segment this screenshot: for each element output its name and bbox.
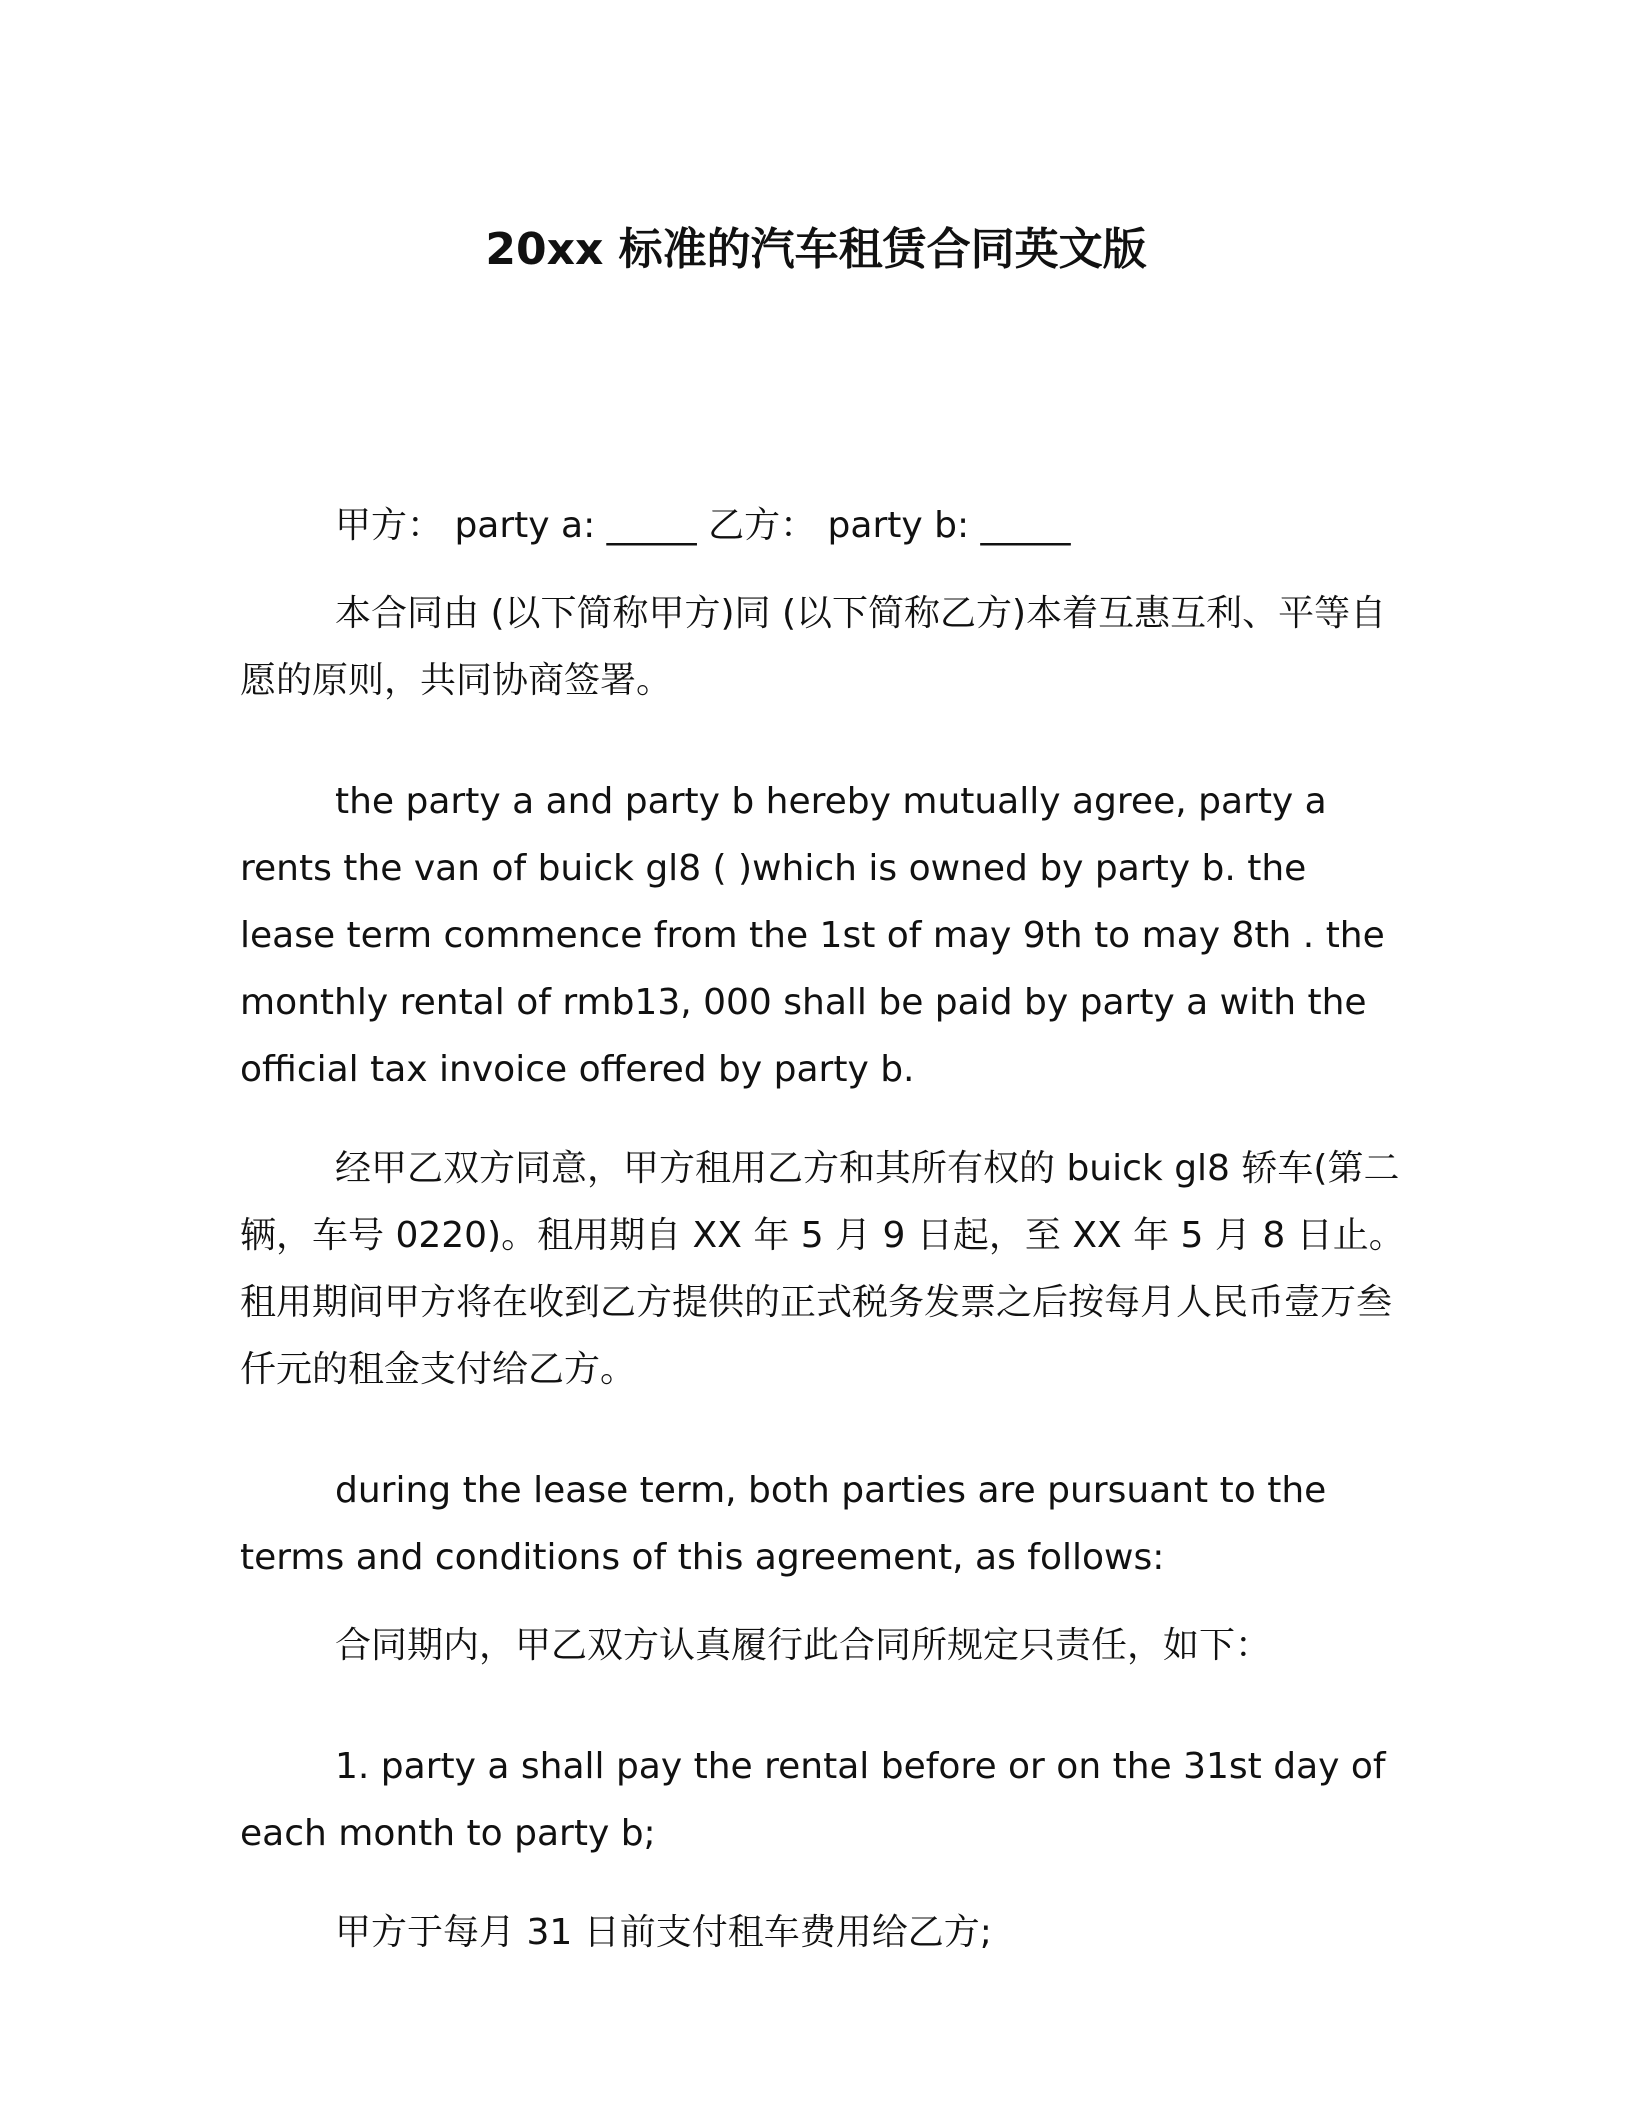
lease-terms-english: the party a and party b hereby mutually agree, party a rents the van of buick gl8 ( )which is owned by party b. the lease term commence from the 1st of may 9th to may 8th . the monthly rental of rmb13, 000 shall be paid by party a with the official tax invoice offered by party b. — [240, 781, 1385, 1090]
obligations-intro-chinese: 合同期内，甲乙双方认真履行此合同所规定只责任，如下： — [335, 1625, 1272, 1666]
document-title: 20xx 标准的汽车租赁合同英文版 — [485, 224, 1147, 275]
clause-1-chinese: 甲方于每月 31 日前支付租车费用给乙方; — [335, 1912, 992, 1953]
lease-terms-chinese: 经甲乙双方同意，甲方租用乙方和其所有权的 buick gl8 轿车(第二辆，车号 0220)。租用期自 XX 年 5 月 9 日起，至 XX 年 5 月 8 日止。租用期间甲方将在收到乙方提供的正式税务发票之后按每月人民币壹万叁仟元的租金支付给乙方。 — [240, 1148, 1405, 1390]
preamble-chinese: 本合同由 (以下简称甲方)同 (以下简称乙方)本着互惠互利、平等自愿的原则，共同协商签署。 — [240, 593, 1387, 701]
clause-1-english: 1. party a shall pay the rental before or on the 31st day of each month to party b; — [240, 1746, 1386, 1854]
parties-line: 甲方： party a: _____ 乙方： party b: _____ — [335, 505, 1071, 546]
document-body — [240, 492, 1410, 1966]
obligations-intro-english: during the lease term, both parties are pursuant to the terms and conditions of this agreement, as follows: — [240, 1470, 1327, 1578]
